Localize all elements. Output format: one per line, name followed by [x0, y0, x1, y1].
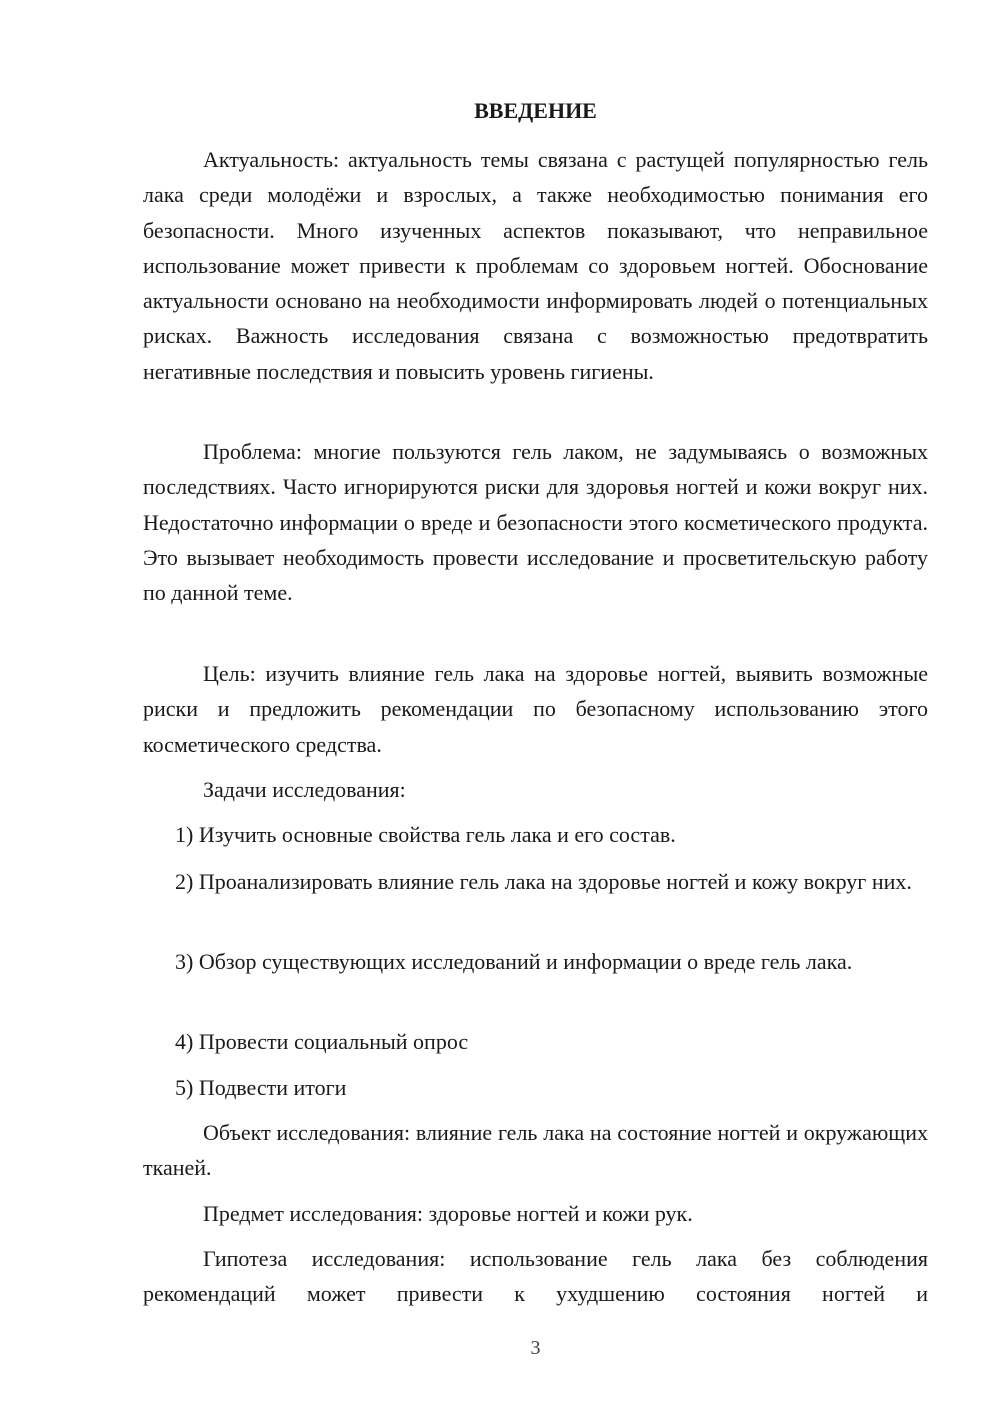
- task-item: 2) Проанализировать влияние гель лака на здоровье ногтей и кожу вокруг них.: [175, 869, 912, 894]
- page-title: ВВЕДЕНИЕ: [474, 98, 597, 123]
- paragraph-subject: Предмет исследования: здоровье ногтей и кожи рук.: [203, 1201, 693, 1226]
- paragraph-problem: Проблема: многие пользуются гель лаком, не задумываясь о возможных последствиях. Часто игнорируются риски для здоровья ногтей и кожи вокруг них. Недостаточно информации о вреде и безопасности этого косметического продукта. Это вызывает необходимость провести исследование и просветительскую работу по данной теме.: [143, 439, 928, 606]
- paragraph-goal: Цель: изучить влияние гель лака на здоровье ногтей, выявить возможные риски и предложить рекомендации по безопасному использованию этого косметического средства.: [143, 661, 928, 757]
- paragraph-hypothesis: Гипотеза исследования: использование гель лака без соблюдения рекомендаций может привести к ухудшению состояния ногтей и: [143, 1246, 928, 1307]
- task-item: 4) Провести социальный опрос: [175, 1029, 469, 1054]
- page-number: 3: [530, 1337, 541, 1359]
- paragraph-object: Объект исследования: влияние гель лака на состояние ногтей и окружающих тканей.: [143, 1120, 928, 1181]
- task-item: 5) Подвести итоги: [175, 1075, 347, 1100]
- task-item: 3) Обзор существующих исследований и информации о вреде гель лака.: [175, 949, 853, 974]
- tasks-heading: Задачи исследования:: [203, 777, 406, 802]
- paragraph-relevance: Актуальность: актуальность темы связана с растущей популярностью гель лака среди молодёжи и взрослых, а также необходимостью понимания его безопасности. Много изученных аспектов показывают, что неправильное использование может привести к проблемам со здоровьем ногтей. Обоснование актуальности основано на необходимости информировать людей о потенциальных рисках. Важность исследования связана с возможностью предотвратить негативные последствия и повысить уровень гигиены.: [143, 147, 928, 384]
- task-item: 1) Изучить основные свойства гель лака и его состав.: [175, 822, 676, 847]
- document-page: [143, 0, 928, 1414]
